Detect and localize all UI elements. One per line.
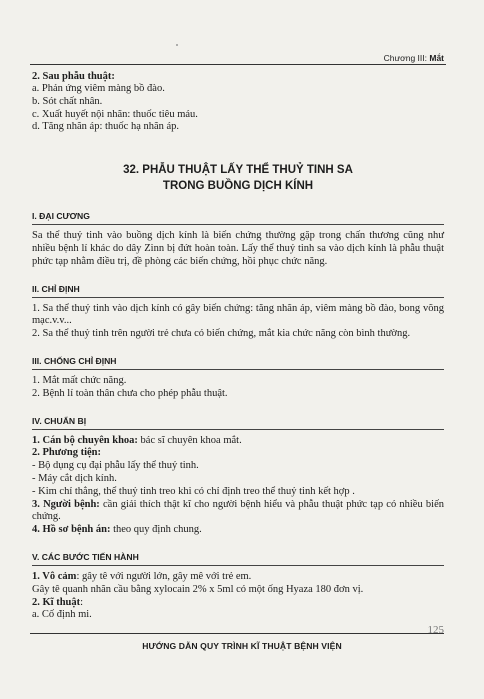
post-op-heading: 2. Sau phẫu thuật: [32, 71, 115, 82]
indication-item: 2. Sa thể thuỷ tinh trên người trẻ chưa có biến chứng, mắt kia chức năng còn bình thường. [32, 328, 411, 340]
preparation-patient-text: cần giải thích thật kĩ cho người bệnh hiểu và phẫu thuật phức tạp có nhiều biến chứng. [32, 498, 444, 523]
post-op-item: a. Phản ứng viêm màng bồ đào. [32, 83, 165, 94]
article-title-line2: TRONG BUỒNG DỊCH KÍNH [162, 180, 314, 193]
step-anesthesia-label: 1. Vô cảm [32, 570, 77, 582]
indication-item: 1. Sa thể thuỷ tinh vào dịch kính có gây biến chứng: tăng nhãn áp, viêm màng bồ đào, bong võng mạc.v.v... [32, 302, 444, 327]
contraindication-item: 2. Bệnh lí toàn thân chưa cho phép phẫu thuật. [32, 387, 228, 399]
chapter-name: Mắt [429, 53, 444, 63]
preparation-staff [32, 435, 444, 448]
chapter-header [384, 53, 444, 63]
section-heading-preparation: IV. CHUẨN BỊ [32, 415, 87, 426]
step-anesthesia-detail: Gây tê quanh nhãn cầu bằng xylocain 2% x 5ml có một ống Hyaza 180 đơn vị. [32, 583, 364, 595]
preparation-records [32, 524, 444, 537]
section-heading-indications: II. CHỈ ĐỊNH [32, 283, 80, 294]
preparation-staff-label: 1. Cán bộ chuyên khoa: [32, 434, 138, 446]
footer-title: HƯỚNG DẪN QUY TRÌNH KĨ THUẬT BỆNH VIỆN [142, 641, 342, 651]
article-title-line1: 32. PHẪU THUẬT LẤY THỂ THUỶ TINH SA [123, 164, 353, 177]
equipment-item: - Bộ dụng cụ đại phẫu lấy thể thuỷ tinh. [32, 460, 199, 472]
section-rule [32, 369, 444, 370]
preparation-patient [32, 499, 444, 525]
page-content [32, 70, 444, 622]
section-rule [32, 224, 444, 225]
equipment-item: - Máy cắt dịch kính. [32, 472, 117, 484]
step-technique-text: : [80, 596, 84, 608]
preparation-staff-text: bác sĩ chuyên khoa mắt. [137, 434, 242, 446]
step-technique-label: 2. Kĩ thuật [32, 596, 81, 608]
section-rule [32, 565, 444, 566]
post-op-item: c. Xuất huyết nội nhãn: thuốc tiêu máu. [32, 108, 198, 120]
section-rule [32, 297, 444, 298]
section-rule [32, 429, 444, 430]
preparation-equipment-label: 2. Phương tiện: [32, 447, 101, 459]
contraindication-item: 1. Mắt mất chức năng. [32, 374, 127, 386]
scan-speck [176, 44, 178, 46]
section-heading-steps: V. CÁC BƯỚC TIẾN HÀNH [32, 551, 139, 562]
step-technique [32, 597, 444, 610]
post-op-section [32, 70, 444, 134]
section-heading-overview: I. ĐẠI CƯƠNG [32, 211, 90, 222]
preparation-equipment [32, 447, 444, 460]
header-rule [30, 64, 446, 65]
page-number: 125 [427, 624, 444, 636]
preparation-patient-label: 3. Người bệnh: [32, 498, 100, 510]
post-op-item: d. Tăng nhãn áp: thuốc hạ nhãn áp. [32, 121, 180, 133]
chapter-prefix: Chương III: [383, 53, 430, 63]
equipment-item: - Kim chỉ thẳng, thể thuỷ tinh treo khi có chỉ định treo thể thuỷ tinh kết hợp . [32, 485, 355, 497]
preparation-records-text: theo quy định chung. [110, 524, 202, 536]
step-anesthesia [32, 571, 444, 584]
post-op-item: b. Sót chất nhân. [32, 95, 103, 107]
step-anesthesia-text: : gây tê với người lớn, gây mê với trẻ em. [76, 570, 252, 582]
step-technique-sub: a. Cố định mi. [32, 609, 92, 621]
preparation-records-label: 4. Hồ sơ bệnh án: [32, 524, 111, 536]
footer-rule [30, 633, 444, 634]
overview-paragraph: Sa thể thuỷ tinh vào buồng dịch kính là biến chứng thường gặp trong chấn thương cũng như nhiều bệnh lí khác do dây Zinn bị đứt hoàn toàn. Lấy thể thuỷ tinh sa vào dịch kính là phẫu thuật phức tạp nhằm điều trị, đề phòng các biến chứng, hồi phục chức năng. [32, 230, 444, 267]
section-heading-contraindications: III. CHỐNG CHỈ ĐỊNH [32, 355, 117, 366]
